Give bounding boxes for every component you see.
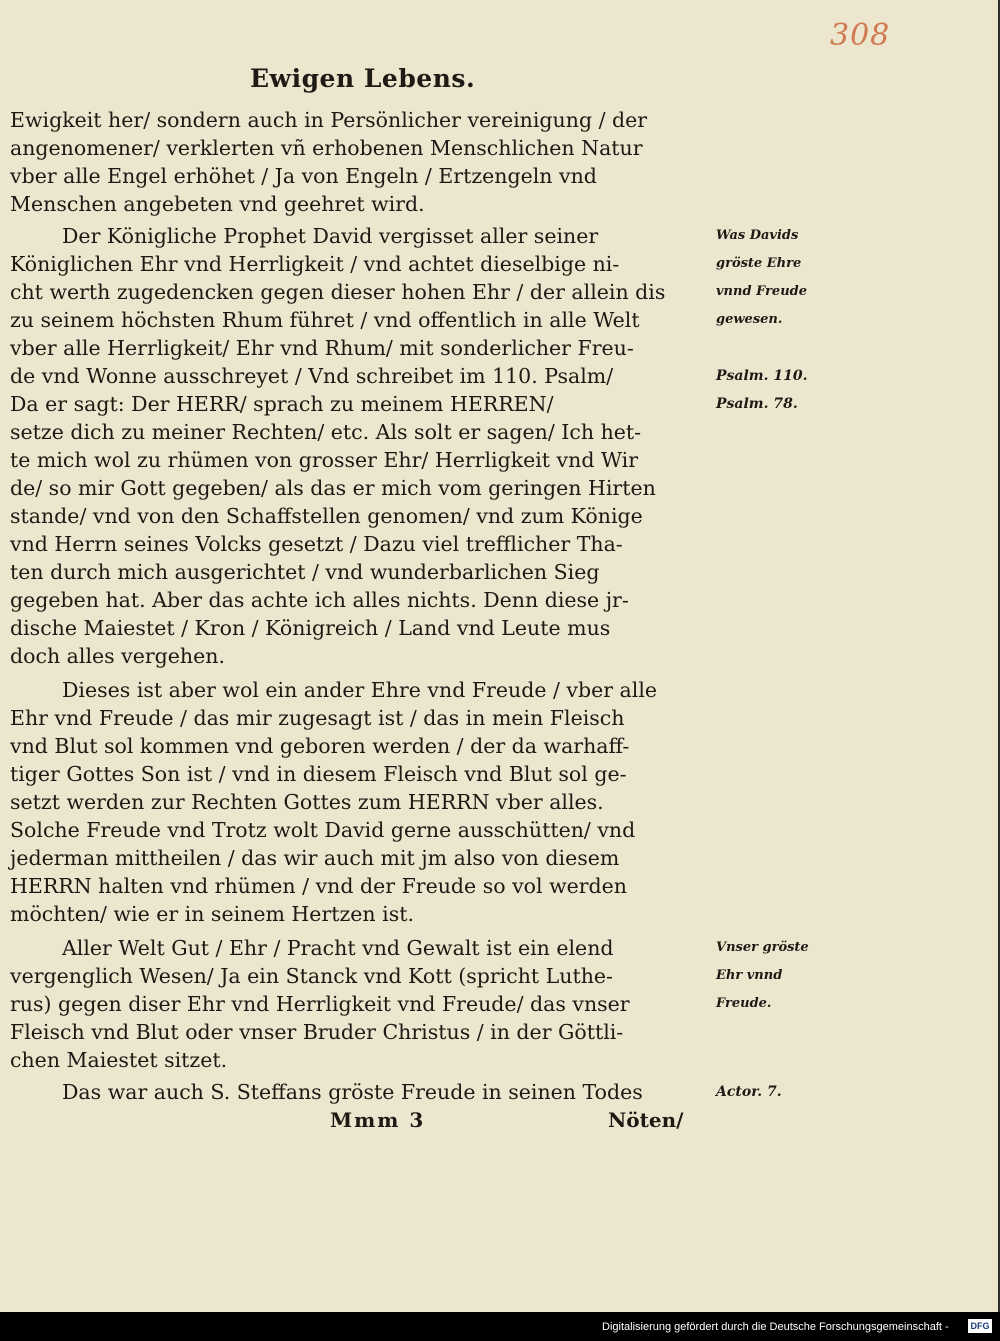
text-line: vergenglich Wesen/ Ja ein Stanck vnd Kott (spricht Luthe- [10,964,613,988]
text-line: Ewigkeit her/ sondern auch in Persönlicher vereinigung / der [10,108,648,132]
margin-note-reference: Actor. 7. [716,1084,782,1100]
margin-note: Freude. [716,996,772,1011]
text-line: Dieses ist aber wol ein ander Ehre vnd Freude / vber alle [62,678,658,702]
text-line: setzt werden zur Rechten Gottes zum HERRN vber alles. [10,790,604,814]
text-line: doch alles vergehen. [10,644,225,668]
text-line: Der Königliche Prophet David vergisset aller seiner [62,224,599,248]
text-line: vber alle Engel erhöhet / Ja von Engeln / Ertzengeln vnd [10,164,597,188]
folio-number: 308 [830,18,891,53]
text-line: setze dich zu meiner Rechten/ etc. Als solt er sagen/ Ich het- [10,420,642,444]
text-line: Ehr vnd Freude / das mir zugesagt ist / das in mein Fleisch [10,706,625,730]
catchword: Nöten/ [608,1108,684,1132]
running-head: Ewigen Lebens. [250,64,476,93]
text-line: vber alle Herrligkeit/ Ehr vnd Rhum/ mit sonderlicher Freu- [10,336,634,360]
text-line: vnd Herrn seines Volcks gesetzt / Dazu viel trefflicher Tha- [10,532,623,556]
margin-note: gröste Ehre [716,256,802,271]
text-line: zu seinem höchsten Rhum führet / vnd offentlich in alle Welt [10,308,640,332]
text-line: möchten/ wie er in seinem Hertzen ist. [10,902,414,926]
margin-note: Was Davids [716,228,799,243]
text-line: angenomener/ verklerten vñ erhobenen Menschlichen Natur [10,136,643,160]
text-line: cht werth zugedencken gegen dieser hohen Ehr / der allein dis [10,280,666,304]
margin-note: Ehr vnnd [716,968,783,983]
text-line: HERRN halten vnd rhümen / vnd der Freude so vol werden [10,874,628,898]
margin-note: Vnser gröste [716,940,809,955]
margin-note-reference: Psalm. 110. [716,368,808,384]
text-line: ten durch mich ausgerichtet / vnd wunderbarlichen Sieg [10,560,600,584]
text-line: gegeben hat. Aber das achte ich alles nichts. Denn diese jr- [10,588,629,612]
text-line: Da er sagt: Der HERR/ sprach zu meinem HERREN/ [10,392,554,416]
signature-mark: Mmm 3 [330,1108,426,1132]
margin-note: gewesen. [716,312,783,327]
text-line: chen Maiestet sitzet. [10,1048,228,1072]
text-line: tiger Gottes Son ist / vnd in diesem Fleisch vnd Blut sol ge- [10,762,627,786]
text-line: Menschen angebeten vnd geehret wird. [10,192,425,216]
text-line: Das war auch S. Steffans gröste Freude in seinen Todes [62,1080,643,1104]
text-line: dische Maiestet / Kron / Königreich / Land vnd Leute mus [10,616,611,640]
text-line: de vnd Wonne ausschreyet / Vnd schreibet im 110. Psalm/ [10,364,614,388]
text-line: stande/ vnd von den Schaffstellen genomen/ vnd zum Könige [10,504,643,528]
text-line: te mich wol zu rhümen von grosser Ehr/ Herrligkeit vnd Wir [10,448,639,472]
text-line: Königlichen Ehr vnd Herrligkeit / vnd achtet dieselbige ni- [10,252,620,276]
margin-note: vnnd Freude [716,284,808,299]
text-line: rus) gegen diser Ehr vnd Herrligkeit vnd Freude/ das vnser [10,992,630,1016]
text-line: vnd Blut sol kommen vnd geboren werden / der da warhaff- [10,734,630,758]
text-line: jederman mittheilen / das wir auch mit jm also von diesem [10,846,620,870]
dfg-logo-icon: DFG [968,1319,992,1333]
text-line: de/ so mir Gott gegeben/ als das er mich vom geringen Hirten [10,476,656,500]
text-line: Fleisch vnd Blut oder vnser Bruder Christus / in der Göttli- [10,1020,624,1044]
digitization-credit: Digitalisierung gefördert durch die Deutsche Forschungsgemeinschaft - [602,1321,949,1333]
margin-note-reference: Psalm. 78. [716,396,798,412]
text-line: Solche Freude vnd Trotz wolt David gerne ausschütten/ vnd [10,818,636,842]
text-line: Aller Welt Gut / Ehr / Pracht vnd Gewalt ist ein elend [62,936,614,960]
